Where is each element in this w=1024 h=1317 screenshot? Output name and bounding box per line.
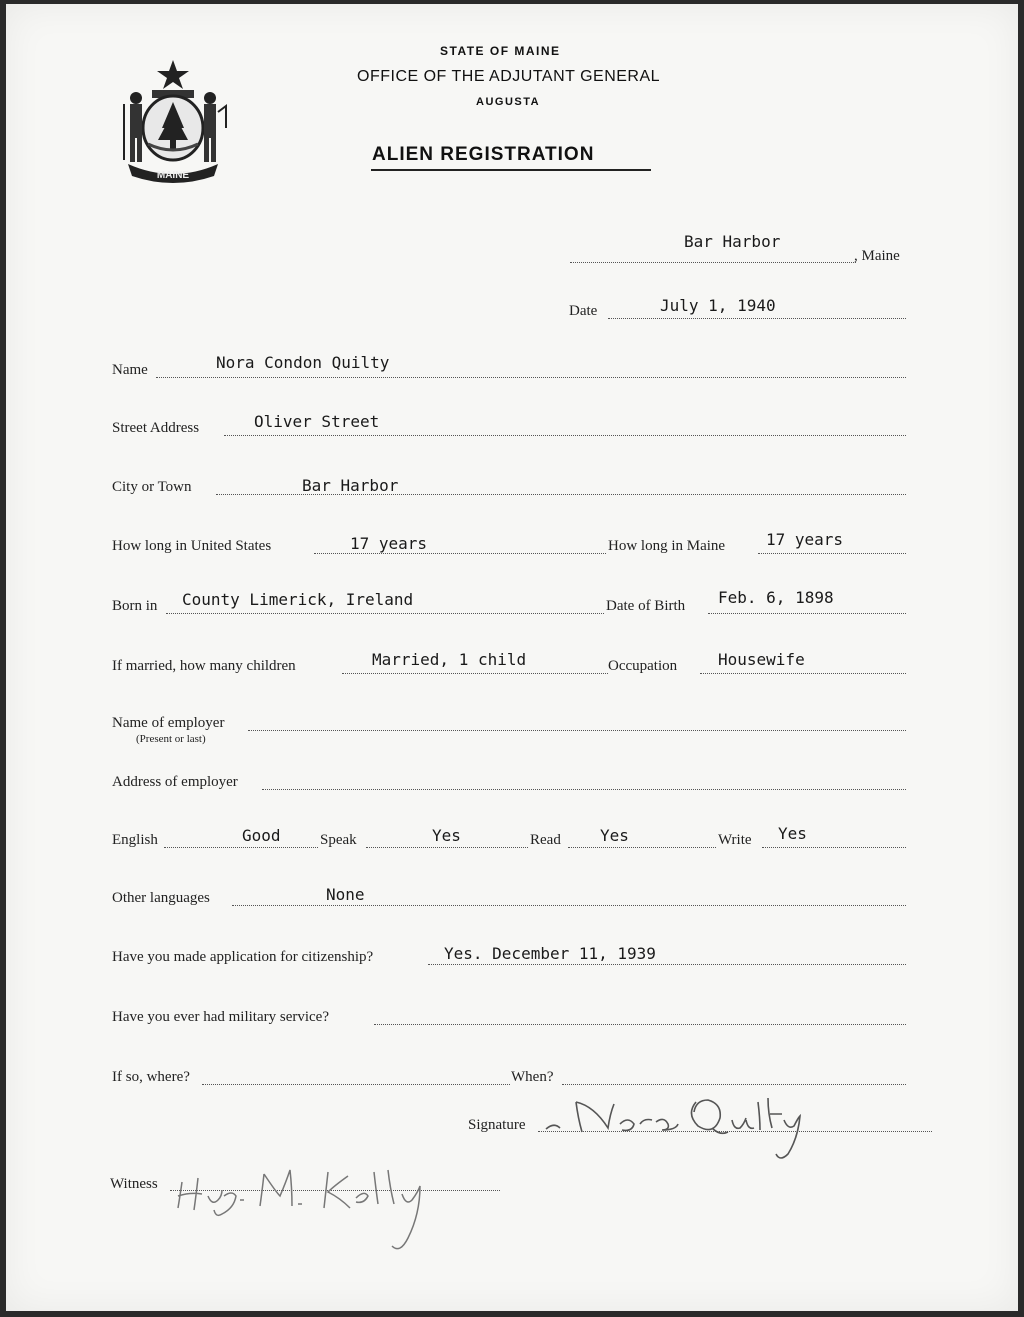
street-label: Street Address: [112, 420, 200, 436]
place-suffix: , Maine: [854, 248, 900, 264]
how-long-maine-line: [758, 553, 906, 554]
place-value: Bar Harbor: [684, 232, 781, 251]
place-line: [570, 262, 856, 263]
read-value: Yes: [600, 826, 629, 845]
seal-banner-text: MAINE: [156, 170, 190, 181]
how-long-us-line: [314, 553, 606, 554]
maine-state-seal: [114, 56, 232, 186]
other-languages-line: [232, 905, 906, 906]
read-line: [568, 847, 716, 848]
street-value: Oliver Street: [254, 412, 380, 431]
street-line: [224, 435, 906, 436]
employer-address-line: [262, 789, 906, 790]
date-label: Date: [569, 303, 598, 319]
born-in-label: Born in: [112, 598, 158, 614]
children-line: [342, 673, 608, 674]
dob-label: Date of Birth: [606, 598, 686, 614]
occupation-label: Occupation: [608, 658, 678, 674]
write-value: Yes: [778, 824, 807, 843]
english-line: [164, 847, 318, 848]
other-languages-label: Other languages: [112, 890, 210, 906]
speak-line: [366, 847, 528, 848]
form-title: ALIEN REGISTRATION: [372, 144, 595, 165]
applicant-signature: [536, 1084, 836, 1164]
name-value: Nora Condon Quilty: [216, 353, 390, 372]
witness-signature: [168, 1152, 458, 1262]
title-underline: [371, 169, 651, 171]
military-label: Have you ever had military service?: [112, 1009, 329, 1025]
military-line: [374, 1024, 906, 1025]
write-label: Write: [718, 832, 752, 848]
signature-label: Signature: [468, 1117, 526, 1133]
born-in-value: County Limerick, Ireland: [182, 590, 414, 609]
citizenship-label: Have you made application for citizenship?: [112, 949, 374, 965]
state-heading: STATE OF MAINE: [440, 44, 561, 58]
how-long-us-label: How long in United States: [112, 538, 272, 554]
write-line: [762, 847, 906, 848]
read-label: Read: [530, 832, 561, 848]
date-line: [608, 318, 906, 319]
other-languages-value: None: [326, 885, 365, 904]
occupation-line: [700, 673, 906, 674]
name-line: [156, 377, 906, 378]
employer-name-label: Name of employer: [112, 715, 225, 731]
employer-name-line: [248, 730, 906, 731]
witness-label: Witness: [110, 1176, 158, 1192]
children-value: Married, 1 child: [372, 650, 527, 669]
alien-registration-form: [6, 4, 1018, 1311]
employer-name-sublabel: (Present or last): [136, 733, 206, 745]
how-long-maine-label: How long in Maine: [608, 538, 726, 554]
speak-value: Yes: [432, 826, 461, 845]
born-in-line: [166, 613, 604, 614]
city-town-label: City or Town: [112, 479, 192, 495]
where-label: If so, where?: [112, 1069, 190, 1085]
how-long-us-value: 17 years: [350, 534, 428, 553]
occupation-value: Housewife: [718, 650, 805, 669]
english-label: English: [112, 832, 158, 848]
citizenship-line: [428, 964, 906, 965]
city-town-value: Bar Harbor: [302, 476, 399, 495]
children-label: If married, how many children: [112, 658, 296, 674]
city-heading: AUGUSTA: [476, 96, 541, 108]
how-long-maine-value: 17 years: [766, 530, 844, 549]
employer-address-label: Address of employer: [112, 774, 238, 790]
where-line: [202, 1084, 510, 1085]
dob-line: [708, 613, 906, 614]
english-value: Good: [242, 826, 281, 845]
name-label: Name: [112, 362, 148, 378]
citizenship-value: Yes. December 11, 1939: [444, 944, 656, 963]
office-heading: OFFICE OF THE ADJUTANT GENERAL: [357, 68, 661, 85]
when-label: When?: [511, 1069, 554, 1085]
dob-value: Feb. 6, 1898: [718, 588, 834, 607]
speak-label: Speak: [320, 832, 357, 848]
date-value: July 1, 1940: [660, 296, 776, 315]
